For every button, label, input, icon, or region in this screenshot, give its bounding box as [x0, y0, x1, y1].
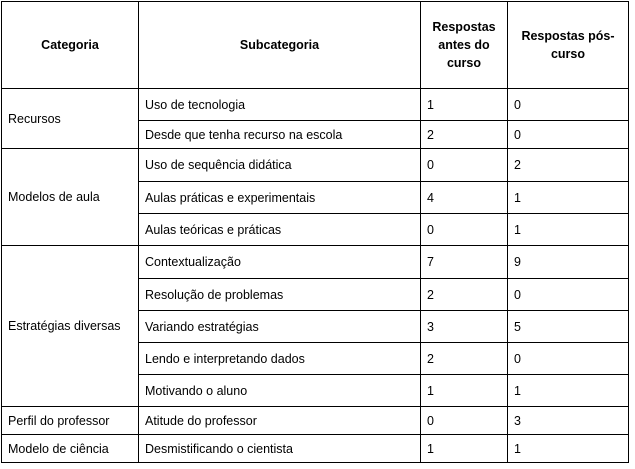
before-count-cell: 1	[421, 435, 508, 463]
before-count-cell: 1	[421, 89, 508, 121]
subcategory-cell: Lendo e interpretando dados	[139, 343, 421, 375]
after-count-cell: 2	[508, 149, 629, 182]
before-count-cell: 3	[421, 311, 508, 343]
subcategory-cell: Resolução de problemas	[139, 279, 421, 311]
subcategory-cell: Motivando o aluno	[139, 375, 421, 407]
after-count-cell: 1	[508, 182, 629, 214]
subcategory-cell: Variando estratégias	[139, 311, 421, 343]
subcategory-cell: Desde que tenha recurso na escola	[139, 121, 421, 149]
category-cell: Recursos	[2, 89, 139, 149]
after-count-cell: 0	[508, 121, 629, 149]
table-row	[2, 246, 629, 279]
table-row	[2, 149, 629, 182]
after-count-cell: 9	[508, 246, 629, 279]
after-count-cell: 0	[508, 89, 629, 121]
table-row	[2, 407, 629, 435]
subcategory-cell: Atitude do professor	[139, 407, 421, 435]
header-respostas-pos: Respostas pós-curso	[508, 2, 629, 89]
subcategory-cell: Uso de tecnologia	[139, 89, 421, 121]
after-count-cell: 1	[508, 375, 629, 407]
subcategory-cell: Uso de sequência didática	[139, 149, 421, 182]
before-count-cell: 1	[421, 375, 508, 407]
after-count-cell: 3	[508, 407, 629, 435]
before-count-cell: 7	[421, 246, 508, 279]
before-count-cell: 0	[421, 149, 508, 182]
category-cell: Estratégias diversas	[2, 246, 139, 407]
category-cell: Modelo de ciência	[2, 435, 139, 463]
before-count-cell: 2	[421, 279, 508, 311]
category-cell: Perfil do professor	[2, 407, 139, 435]
header-categoria: Categoria	[2, 2, 139, 89]
subcategory-cell: Aulas práticas e experimentais	[139, 182, 421, 214]
table-row	[2, 89, 629, 121]
after-count-cell: 5	[508, 311, 629, 343]
before-count-cell: 2	[421, 343, 508, 375]
before-count-cell: 0	[421, 407, 508, 435]
subcategory-cell: Desmistificando o cientista	[139, 435, 421, 463]
after-count-cell: 0	[508, 343, 629, 375]
after-count-cell: 1	[508, 214, 629, 246]
header-row	[2, 2, 629, 89]
before-count-cell: 2	[421, 121, 508, 149]
subcategory-cell: Contextualização	[139, 246, 421, 279]
after-count-cell: 1	[508, 435, 629, 463]
before-count-cell: 4	[421, 182, 508, 214]
results-table	[1, 1, 629, 463]
header-respostas-antes: Respostas antes do curso	[421, 2, 508, 89]
after-count-cell: 0	[508, 279, 629, 311]
subcategory-cell: Aulas teóricas e práticas	[139, 214, 421, 246]
header-subcategoria: Subcategoria	[139, 2, 421, 89]
before-count-cell: 0	[421, 214, 508, 246]
category-cell: Modelos de aula	[2, 149, 139, 246]
table-row	[2, 435, 629, 463]
